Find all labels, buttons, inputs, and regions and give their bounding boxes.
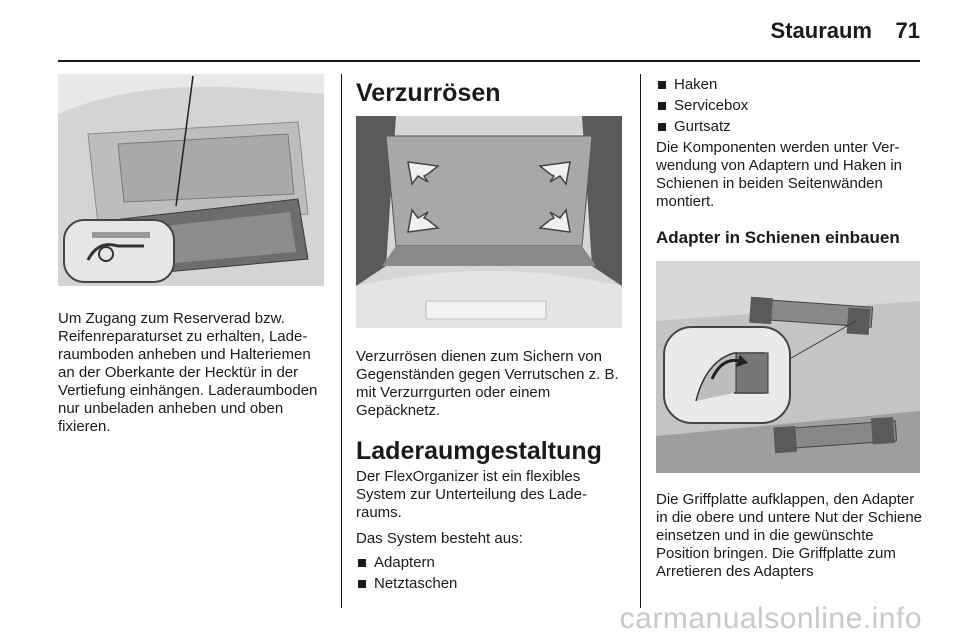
- components-list: [656, 74, 922, 137]
- page-header: [0, 0, 960, 60]
- page-number: 71: [895, 18, 920, 43]
- heading-laderaumgestaltung: Laderaumgestaltung: [356, 437, 602, 465]
- trunk-floor-drawing: [58, 74, 324, 286]
- list-item: [356, 573, 624, 594]
- list-item-label: Adaptern: [374, 554, 435, 571]
- list-item-label: Servicebox: [674, 97, 749, 114]
- trunk-floor-illustration: [58, 74, 324, 286]
- list-item: [656, 74, 922, 95]
- heading-verzurrosen: Verzurrösen: [356, 79, 501, 107]
- watermark: carmanualsonline.info: [619, 602, 922, 635]
- column-1: [58, 74, 326, 436]
- adapter-rail-drawing: [656, 261, 920, 473]
- list-item: [656, 116, 922, 137]
- lashing-eyes-drawing: [356, 116, 622, 328]
- column-divider: [341, 74, 342, 608]
- bullet-icon: [658, 123, 666, 131]
- reserverad-paragraph: Um Zugang zum Reserverad bzw. Reifenreparaturset zu erhalten, Laderaumboden anheben und Halteriemen an der Oberkante der Hecktür in der Vertiefung einhängen. Laderaumboden nur unbeladen anheben und oben fixieren.: [58, 310, 318, 435]
- list-item: [356, 552, 624, 573]
- bullet-icon: [658, 81, 666, 89]
- list-item-label: Haken: [674, 76, 718, 93]
- adapter-paragraph: Die Griffplatte aufklappen, den Adapter in die obere und untere Nut der Schiene einsetzen und in die gewünschte Position bringen. Die Griffplatte zum Arretieren des Adapters: [656, 491, 923, 580]
- column-3: [656, 74, 922, 581]
- bullet-icon: [358, 580, 366, 588]
- section-title: Stauraum: [770, 18, 872, 43]
- adapter-rail-illustration: [656, 261, 920, 473]
- bullet-icon: [658, 102, 666, 110]
- flexorganizer-paragraph: Der FlexOrganizer ist ein flexibles System zur Unterteilung des Laderaums.: [356, 468, 587, 521]
- bullet-icon: [358, 559, 366, 567]
- column-2: [356, 74, 624, 594]
- column-divider: [640, 74, 641, 608]
- verzurrosen-paragraph: Verzurrösen dienen zum Sichern von Gegenständen gegen Verrutschen z. B. mit Verzurrgurten oder einem Gepäcknetz.: [356, 348, 619, 419]
- system-paragraph: Das System besteht aus:: [356, 530, 523, 547]
- components-paragraph: Die Komponenten werden unter Verwendung von Adaptern und Haken in Schienen in beiden Seitenwänden montiert.: [656, 139, 903, 210]
- lashing-eyes-illustration: [356, 116, 622, 328]
- list-item-label: Gurtsatz: [674, 118, 731, 135]
- heading-adapter: Adapter in Schienen einbauen: [656, 228, 900, 247]
- list-item: [656, 95, 922, 116]
- header-rule: [58, 60, 920, 62]
- system-components-list: [356, 552, 624, 594]
- list-item-label: Netztaschen: [374, 575, 458, 592]
